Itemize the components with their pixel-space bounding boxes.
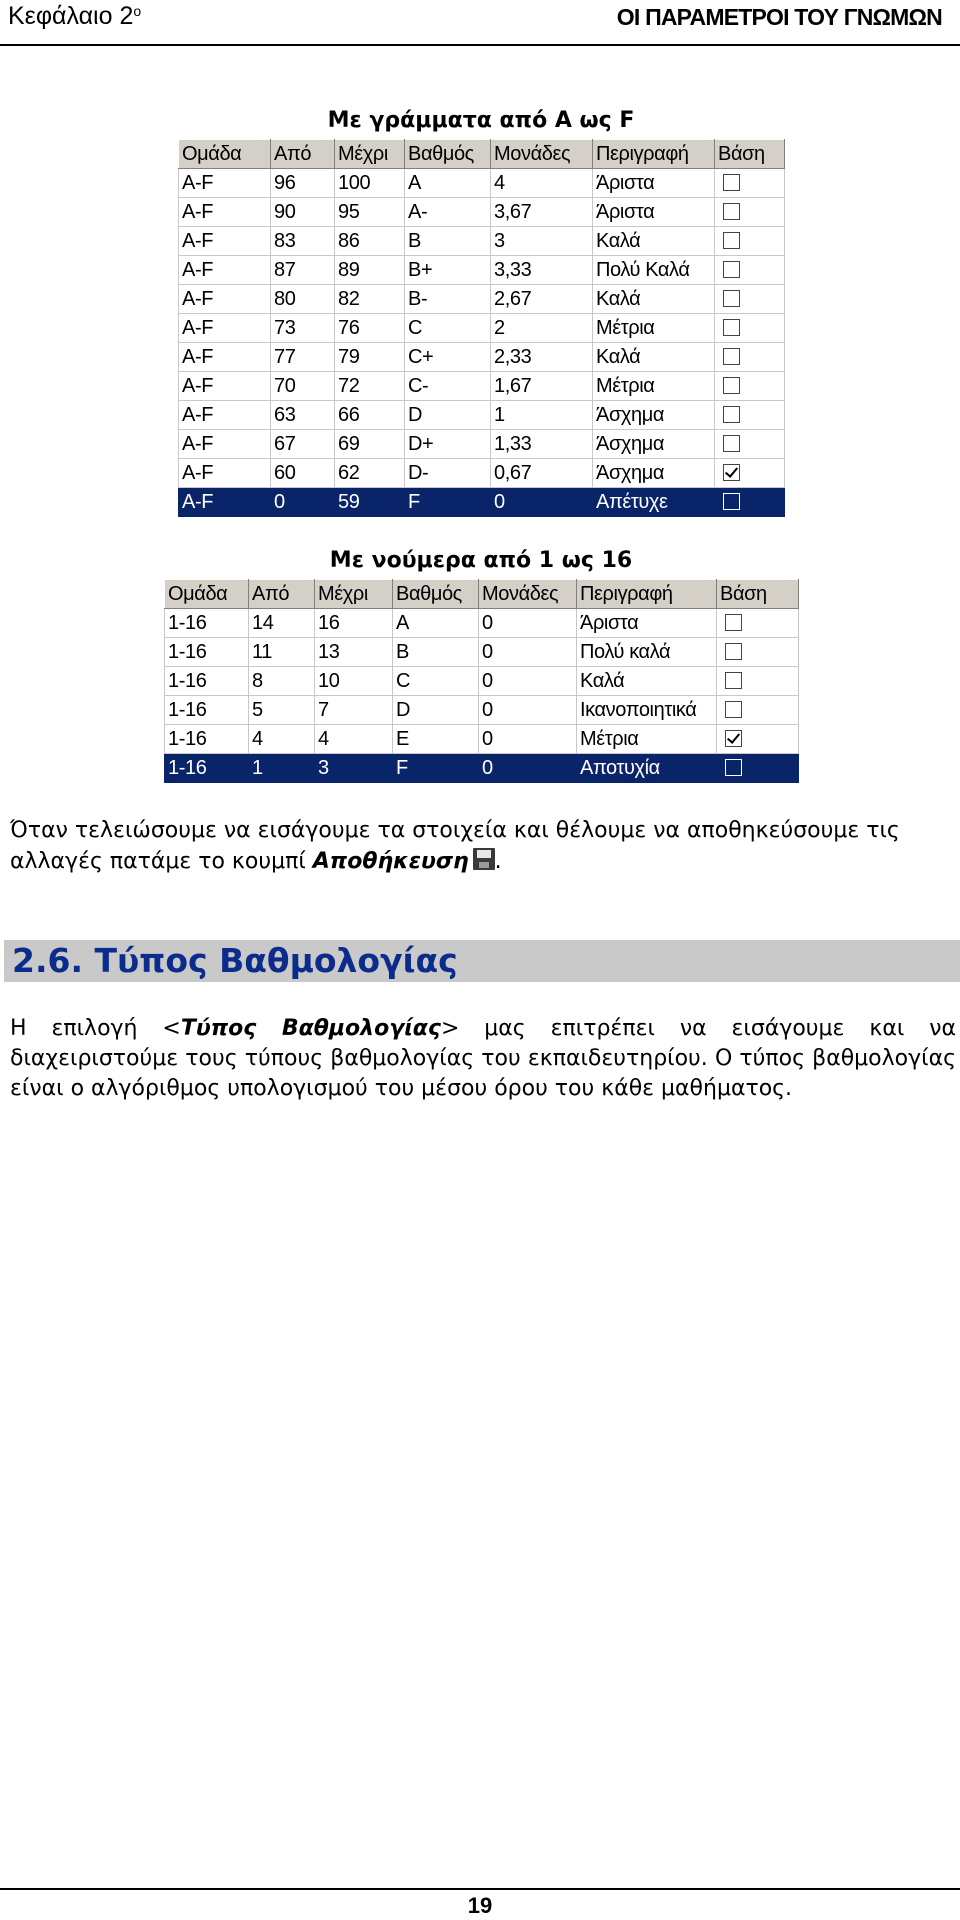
- table-row[interactable]: [179, 169, 785, 198]
- chapter-label: [8, 2, 141, 31]
- table-row[interactable]: [179, 372, 785, 401]
- table-cell-grade[interactable]: A: [405, 169, 491, 198]
- table-row[interactable]: [165, 696, 799, 725]
- table-cell-grade[interactable]: F: [405, 488, 491, 517]
- table-cell-from[interactable]: 4: [249, 725, 315, 754]
- table-cell-from[interactable]: 14: [249, 609, 315, 638]
- table-cell-from[interactable]: 11: [249, 638, 315, 667]
- table-cell-from[interactable]: 0: [271, 488, 335, 517]
- table-cell-units[interactable]: 3,67: [491, 198, 593, 227]
- table-cell-group[interactable]: A-F: [179, 285, 271, 314]
- table-cell-from[interactable]: 83: [271, 227, 335, 256]
- table-cell-from[interactable]: 73: [271, 314, 335, 343]
- table-cell-desc[interactable]: Καλά: [593, 227, 715, 256]
- base-checkbox[interactable]: [725, 643, 742, 660]
- table-cell-grade[interactable]: C-: [405, 372, 491, 401]
- base-checkbox[interactable]: [725, 672, 742, 689]
- table-cell-group[interactable]: A-F: [179, 488, 271, 517]
- table-cell-to[interactable]: 10: [315, 667, 393, 696]
- table-row[interactable]: [165, 609, 799, 638]
- table-cell-units[interactable]: 0: [479, 609, 577, 638]
- description-emphasis: Τύπος Βαθμολογίας: [180, 1016, 441, 1041]
- table-row[interactable]: [179, 488, 785, 517]
- table-cell-group[interactable]: 1-16: [165, 754, 249, 783]
- table-cell-desc[interactable]: Μέτρια: [593, 314, 715, 343]
- table-cell-desc[interactable]: Άριστα: [593, 169, 715, 198]
- table-row[interactable]: [179, 285, 785, 314]
- table-cell-from[interactable]: 63: [271, 401, 335, 430]
- column-header[interactable]: Μονάδες: [491, 140, 593, 169]
- description-start: Η επιλογή <: [10, 1016, 181, 1041]
- grades-table-numbers: [164, 579, 799, 783]
- table-cell-base: [717, 725, 799, 754]
- column-header[interactable]: Ομάδα: [165, 580, 249, 609]
- description-rest: > μας επιτρέπει να εισάγουμε και να διαχειριστούμε τους τύπους βαθμολογίας του εκπαιδευτηρίου. Ο τύπος βαθμολογίας είναι ο αλγόριθμος υπολογισμού του μέσου όρου του κάθε μαθήματος.: [10, 1016, 956, 1101]
- table-cell-to[interactable]: 62: [335, 459, 405, 488]
- table-cell-grade[interactable]: A-: [405, 198, 491, 227]
- table-cell-units[interactable]: 4: [491, 169, 593, 198]
- table-cell-desc[interactable]: Άριστα: [577, 609, 717, 638]
- table-cell-desc[interactable]: Ικανοποιητικά: [577, 696, 717, 725]
- table-cell-desc[interactable]: Άσχημα: [593, 401, 715, 430]
- table-cell-group[interactable]: 1-16: [165, 696, 249, 725]
- table-cell-units[interactable]: 0: [479, 696, 577, 725]
- table-cell-units[interactable]: 0: [479, 725, 577, 754]
- table-cell-base: [715, 285, 785, 314]
- save-instructions: [10, 815, 956, 877]
- table-cell-from[interactable]: 70: [271, 372, 335, 401]
- table-cell-group[interactable]: A-F: [179, 401, 271, 430]
- grades-table-letters: [178, 139, 785, 517]
- table-cell-grade[interactable]: D+: [405, 430, 491, 459]
- table-cell-units[interactable]: 3,33: [491, 256, 593, 285]
- column-header[interactable]: Περιγραφή: [577, 580, 717, 609]
- table-cell-units[interactable]: 3: [491, 227, 593, 256]
- table-cell-group[interactable]: A-F: [179, 372, 271, 401]
- table-row[interactable]: [165, 638, 799, 667]
- table-cell-base: [717, 609, 799, 638]
- table-cell-base: [715, 256, 785, 285]
- table-cell-from[interactable]: 8: [249, 667, 315, 696]
- base-checkbox-checked[interactable]: [723, 464, 740, 481]
- table-cell-units[interactable]: 2,33: [491, 343, 593, 372]
- base-checkbox[interactable]: [723, 435, 740, 452]
- table-cell-to[interactable]: 72: [335, 372, 405, 401]
- table-cell-base: [715, 169, 785, 198]
- table-cell-group[interactable]: 1-16: [165, 667, 249, 696]
- base-checkbox[interactable]: [723, 174, 740, 191]
- base-checkbox[interactable]: [723, 348, 740, 365]
- table-cell-base: [715, 430, 785, 459]
- table-cell-grade[interactable]: D: [393, 696, 479, 725]
- table-cell-base: [717, 696, 799, 725]
- table-cell-desc[interactable]: Πολύ Καλά: [593, 256, 715, 285]
- column-header[interactable]: Μέχρι: [315, 580, 393, 609]
- table-row[interactable]: [179, 401, 785, 430]
- chapter-text: Κεφάλαιο 2: [8, 2, 134, 30]
- table-cell-to[interactable]: 66: [335, 401, 405, 430]
- table-cell-grade[interactable]: B+: [405, 256, 491, 285]
- column-header[interactable]: Βαθμός: [405, 140, 491, 169]
- table1-caption: Με γράμματα από A ως F: [327, 108, 635, 133]
- base-checkbox[interactable]: [723, 203, 740, 220]
- table-cell-group[interactable]: A-F: [179, 198, 271, 227]
- table-cell-base: [715, 459, 785, 488]
- column-header[interactable]: Βαθμός: [393, 580, 479, 609]
- table-cell-units[interactable]: 1: [491, 401, 593, 430]
- base-checkbox[interactable]: [723, 261, 740, 278]
- column-header[interactable]: Μονάδες: [479, 580, 577, 609]
- table-cell-from[interactable]: 67: [271, 430, 335, 459]
- table-cell-base: [717, 667, 799, 696]
- table-cell-grade[interactable]: C: [393, 667, 479, 696]
- table-cell-from[interactable]: 96: [271, 169, 335, 198]
- save-button-name: Αποθήκευση: [312, 849, 469, 874]
- base-checkbox[interactable]: [723, 493, 740, 510]
- table-cell-from[interactable]: 1: [249, 754, 315, 783]
- table-cell-base: [715, 372, 785, 401]
- table-cell-units[interactable]: 1,33: [491, 430, 593, 459]
- table-cell-desc[interactable]: Αποτυχία: [577, 754, 717, 783]
- base-checkbox[interactable]: [725, 701, 742, 718]
- table-cell-desc[interactable]: Άσχημα: [593, 459, 715, 488]
- table-row[interactable]: [165, 667, 799, 696]
- section-title: 2.6. Τύπος Βαθμολογίας: [12, 941, 458, 980]
- table-row[interactable]: [179, 227, 785, 256]
- table-cell-base: [715, 401, 785, 430]
- table-cell-from[interactable]: 77: [271, 343, 335, 372]
- table-cell-base: [717, 638, 799, 667]
- table-cell-grade[interactable]: D: [405, 401, 491, 430]
- table-cell-to[interactable]: 76: [335, 314, 405, 343]
- table-cell-desc[interactable]: Πολύ καλά: [577, 638, 717, 667]
- table-cell-to[interactable]: 89: [335, 256, 405, 285]
- table-cell-grade[interactable]: C+: [405, 343, 491, 372]
- table-cell-group[interactable]: A-F: [179, 256, 271, 285]
- table-cell-from[interactable]: 5: [249, 696, 315, 725]
- table-row[interactable]: [179, 343, 785, 372]
- column-header[interactable]: Μέχρι: [335, 140, 405, 169]
- table-cell-group[interactable]: A-F: [179, 343, 271, 372]
- table-cell-units[interactable]: 2: [491, 314, 593, 343]
- table-cell-base: [715, 198, 785, 227]
- chapter-superscript: ο: [133, 3, 142, 19]
- table-cell-group[interactable]: A-F: [179, 459, 271, 488]
- table-cell-desc[interactable]: Καλά: [593, 343, 715, 372]
- base-checkbox[interactable]: [723, 406, 740, 423]
- page-number: 19: [467, 1893, 493, 1918]
- table-cell-desc[interactable]: Μέτρια: [593, 372, 715, 401]
- table-cell-to[interactable]: 16: [315, 609, 393, 638]
- base-checkbox[interactable]: [723, 232, 740, 249]
- table-cell-to[interactable]: 79: [335, 343, 405, 372]
- base-checkbox[interactable]: [725, 614, 742, 631]
- table-cell-group[interactable]: A-F: [179, 430, 271, 459]
- base-checkbox-checked[interactable]: [725, 730, 742, 747]
- table-cell-to[interactable]: 59: [335, 488, 405, 517]
- column-header[interactable]: Περιγραφή: [593, 140, 715, 169]
- table-cell-group[interactable]: 1-16: [165, 609, 249, 638]
- column-header[interactable]: Ομάδα: [179, 140, 271, 169]
- table-cell-to[interactable]: 4: [315, 725, 393, 754]
- table-cell-units[interactable]: 0: [479, 667, 577, 696]
- table-cell-to[interactable]: 69: [335, 430, 405, 459]
- table-cell-desc[interactable]: Απέτυχε: [593, 488, 715, 517]
- table-cell-grade[interactable]: A: [393, 609, 479, 638]
- table-cell-group[interactable]: A-F: [179, 314, 271, 343]
- header-title: ΟΙ ΠΑΡΑΜΕΤΡΟΙ ΤΟΥ ΓΝΩΜΩΝ: [616, 4, 942, 30]
- table-cell-base: [717, 754, 799, 783]
- table-cell-to[interactable]: 100: [335, 169, 405, 198]
- table-cell-grade[interactable]: B: [393, 638, 479, 667]
- table-cell-group[interactable]: A-F: [179, 169, 271, 198]
- table-cell-base: [715, 343, 785, 372]
- table-cell-group[interactable]: 1-16: [165, 725, 249, 754]
- table2-caption: Με νούμερα από 1 ως 16: [329, 548, 633, 573]
- section-heading-bar: [4, 940, 960, 982]
- save-instructions-end: .: [494, 849, 502, 874]
- table-row[interactable]: [179, 459, 785, 488]
- table-row[interactable]: [179, 430, 785, 459]
- table-cell-base: [715, 488, 785, 517]
- column-header[interactable]: Από: [271, 140, 335, 169]
- table-row[interactable]: [179, 314, 785, 343]
- table-cell-grade[interactable]: B: [405, 227, 491, 256]
- table-cell-desc[interactable]: Καλά: [593, 285, 715, 314]
- column-header[interactable]: Βάση: [717, 580, 799, 609]
- table-cell-from[interactable]: 90: [271, 198, 335, 227]
- column-header[interactable]: Βάση: [715, 140, 785, 169]
- base-checkbox[interactable]: [723, 319, 740, 336]
- base-checkbox[interactable]: [725, 759, 742, 776]
- table-cell-grade[interactable]: D-: [405, 459, 491, 488]
- table-cell-desc[interactable]: Άριστα: [593, 198, 715, 227]
- table-cell-to[interactable]: 7: [315, 696, 393, 725]
- table-cell-to[interactable]: 86: [335, 227, 405, 256]
- table-cell-from[interactable]: 60: [271, 459, 335, 488]
- page-header: [0, 0, 960, 46]
- table-cell-units[interactable]: 0,67: [491, 459, 593, 488]
- table-cell-units[interactable]: 0: [491, 488, 593, 517]
- table-cell-desc[interactable]: Καλά: [577, 667, 717, 696]
- save-instructions-text: Όταν τελειώσουμε να εισάγουμε τα στοιχεία και θέλουμε να αποθηκεύσουμε τις αλλαγές πατάμε το κουμπί: [10, 818, 900, 874]
- footer-rule: [0, 1888, 960, 1890]
- table-cell-to[interactable]: 95: [335, 198, 405, 227]
- table-row[interactable]: [179, 256, 785, 285]
- table-cell-group[interactable]: 1-16: [165, 638, 249, 667]
- table-cell-from[interactable]: 80: [271, 285, 335, 314]
- table-cell-to[interactable]: 82: [335, 285, 405, 314]
- table-cell-desc[interactable]: Μέτρια: [577, 725, 717, 754]
- table-cell-base: [715, 314, 785, 343]
- table-cell-to[interactable]: 13: [315, 638, 393, 667]
- table-cell-units[interactable]: 0: [479, 754, 577, 783]
- table-cell-group[interactable]: A-F: [179, 227, 271, 256]
- base-checkbox[interactable]: [723, 377, 740, 394]
- table-cell-grade[interactable]: B-: [405, 285, 491, 314]
- table-cell-grade[interactable]: E: [393, 725, 479, 754]
- table-cell-grade[interactable]: F: [393, 754, 479, 783]
- table-cell-units[interactable]: 0: [479, 638, 577, 667]
- table-cell-units[interactable]: 2,67: [491, 285, 593, 314]
- table-cell-from[interactable]: 87: [271, 256, 335, 285]
- table-row[interactable]: [165, 754, 799, 783]
- table-cell-grade[interactable]: C: [405, 314, 491, 343]
- save-icon: [473, 848, 495, 870]
- table-row[interactable]: [165, 725, 799, 754]
- column-header[interactable]: Από: [249, 580, 315, 609]
- table-cell-desc[interactable]: Άσχημα: [593, 430, 715, 459]
- table-cell-units[interactable]: 1,67: [491, 372, 593, 401]
- table-cell-base: [715, 227, 785, 256]
- table-row[interactable]: [179, 198, 785, 227]
- base-checkbox[interactable]: [723, 290, 740, 307]
- grading-type-description: [10, 1014, 956, 1104]
- table-cell-to[interactable]: 3: [315, 754, 393, 783]
